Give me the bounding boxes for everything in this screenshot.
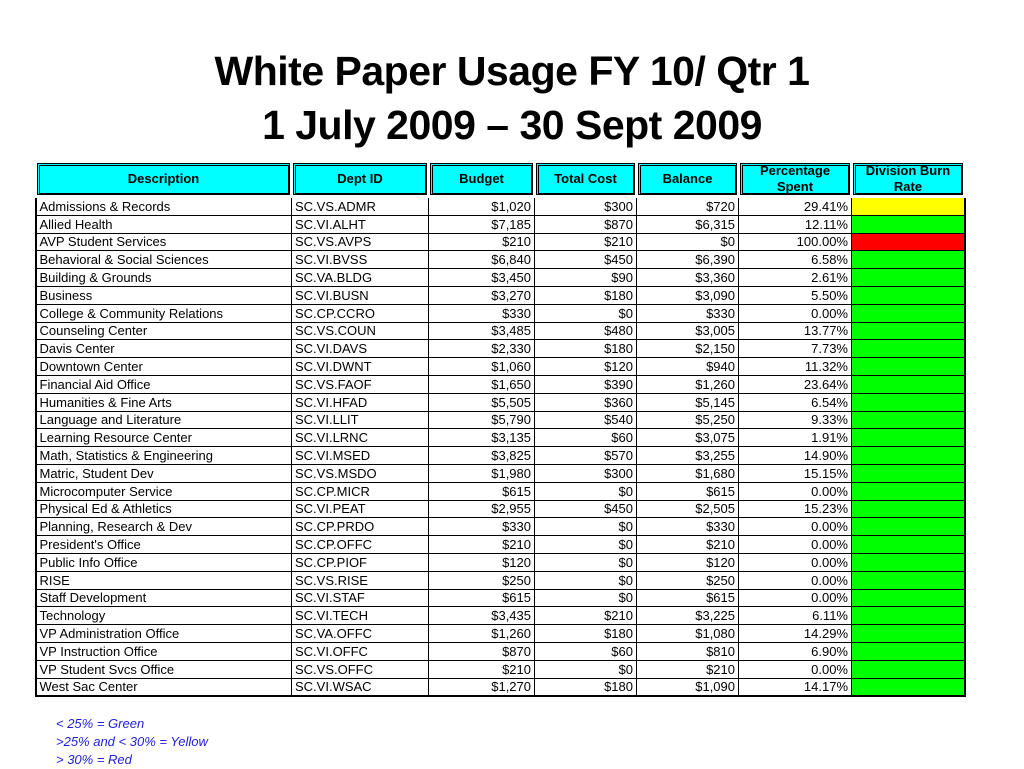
burn-rate-indicator xyxy=(852,554,964,571)
burn-rate-indicator xyxy=(852,305,964,322)
cell-burn-rate xyxy=(852,233,965,251)
cell-balance: $1,090 xyxy=(637,678,739,696)
cell-dept-id: SC.VA.BLDG xyxy=(292,269,429,287)
cell-total-cost: $480 xyxy=(535,322,637,340)
burn-rate-indicator xyxy=(852,518,964,535)
cell-burn-rate xyxy=(852,625,965,643)
cell-percentage-spent: 11.32% xyxy=(739,358,852,376)
cell-budget: $5,790 xyxy=(429,411,535,429)
table-row xyxy=(36,197,965,216)
cell-dept-id: SC.CP.OFFC xyxy=(292,536,429,554)
cell-budget: $210 xyxy=(429,536,535,554)
cell-burn-rate xyxy=(852,429,965,447)
cell-percentage-spent: 14.29% xyxy=(739,625,852,643)
table-row xyxy=(36,358,965,376)
cell-total-cost: $0 xyxy=(535,304,637,322)
cell-budget: $1,260 xyxy=(429,625,535,643)
burn-rate-indicator xyxy=(852,643,964,660)
cell-percentage-spent: 15.23% xyxy=(739,500,852,518)
table-row xyxy=(36,482,965,500)
cell-dept-id: SC.VI.PEAT xyxy=(292,500,429,518)
burn-rate-indicator xyxy=(852,394,964,411)
cell-dept-id: SC.CP.MICR xyxy=(292,482,429,500)
table-row xyxy=(36,571,965,589)
burn-rate-indicator xyxy=(852,590,964,607)
legend-red: > 30% = Red xyxy=(56,752,132,767)
cell-total-cost: $300 xyxy=(535,197,637,216)
cell-total-cost: $390 xyxy=(535,375,637,393)
table-row xyxy=(36,678,965,696)
cell-burn-rate xyxy=(852,215,965,233)
burn-rate-indicator xyxy=(852,269,964,286)
table-row xyxy=(36,340,965,358)
page-title xyxy=(0,44,1024,152)
cell-burn-rate xyxy=(852,607,965,625)
cell-dept-id: SC.VI.TECH xyxy=(292,607,429,625)
title-line-2: 1 July 2009 – 30 Sept 2009 xyxy=(262,102,762,148)
cell-percentage-spent: 23.64% xyxy=(739,375,852,393)
cell-description: Microcomputer Service xyxy=(36,482,292,500)
cell-dept-id: SC.VS.MSDO xyxy=(292,464,429,482)
cell-balance: $5,250 xyxy=(637,411,739,429)
burn-rate-indicator xyxy=(852,679,964,696)
cell-burn-rate xyxy=(852,553,965,571)
cell-balance: $940 xyxy=(637,358,739,376)
cell-description: Counseling Center xyxy=(36,322,292,340)
table-row xyxy=(36,269,965,287)
cell-percentage-spent: 0.00% xyxy=(739,482,852,500)
table-row xyxy=(36,215,965,233)
cell-percentage-spent: 13.77% xyxy=(739,322,852,340)
cell-dept-id: SC.VS.ADMR xyxy=(292,197,429,216)
header-description: Description xyxy=(36,162,292,197)
cell-description: Allied Health xyxy=(36,215,292,233)
burn-rate-indicator xyxy=(852,412,964,429)
cell-budget: $3,435 xyxy=(429,607,535,625)
cell-budget: $250 xyxy=(429,571,535,589)
table-row xyxy=(36,322,965,340)
burn-rate-indicator xyxy=(852,447,964,464)
cell-budget: $3,450 xyxy=(429,269,535,287)
cell-description: Building & Grounds xyxy=(36,269,292,287)
cell-percentage-spent: 2.61% xyxy=(739,269,852,287)
cell-description: Technology xyxy=(36,607,292,625)
cell-description: VP Administration Office xyxy=(36,625,292,643)
cell-burn-rate xyxy=(852,447,965,465)
cell-balance: $210 xyxy=(637,660,739,678)
cell-balance: $1,680 xyxy=(637,464,739,482)
cell-burn-rate xyxy=(852,571,965,589)
cell-budget: $1,020 xyxy=(429,197,535,216)
cell-description: Humanities & Fine Arts xyxy=(36,393,292,411)
cell-burn-rate xyxy=(852,660,965,678)
cell-description: VP Student Svcs Office xyxy=(36,660,292,678)
table-row xyxy=(36,429,965,447)
cell-budget: $330 xyxy=(429,304,535,322)
cell-balance: $3,090 xyxy=(637,286,739,304)
burn-rate-indicator xyxy=(852,198,964,215)
table-row xyxy=(36,304,965,322)
cell-dept-id: SC.VI.MSED xyxy=(292,447,429,465)
cell-burn-rate xyxy=(852,482,965,500)
cell-total-cost: $0 xyxy=(535,553,637,571)
cell-balance: $210 xyxy=(637,536,739,554)
table-row xyxy=(36,553,965,571)
cell-burn-rate xyxy=(852,518,965,536)
cell-dept-id: SC.VI.BUSN xyxy=(292,286,429,304)
cell-total-cost: $60 xyxy=(535,642,637,660)
cell-dept-id: SC.VI.DWNT xyxy=(292,358,429,376)
cell-burn-rate xyxy=(852,322,965,340)
cell-total-cost: $210 xyxy=(535,607,637,625)
cell-total-cost: $540 xyxy=(535,411,637,429)
cell-balance: $3,075 xyxy=(637,429,739,447)
burn-rate-indicator xyxy=(852,358,964,375)
cell-dept-id: SC.VI.BVSS xyxy=(292,251,429,269)
cell-percentage-spent: 6.11% xyxy=(739,607,852,625)
cell-balance: $120 xyxy=(637,553,739,571)
cell-dept-id: SC.CP.CCRO xyxy=(292,304,429,322)
cell-dept-id: SC.CP.PIOF xyxy=(292,553,429,571)
burn-rate-indicator xyxy=(852,625,964,642)
cell-description: AVP Student Services xyxy=(36,233,292,251)
cell-burn-rate xyxy=(852,500,965,518)
cell-description: Matric, Student Dev xyxy=(36,464,292,482)
table-row xyxy=(36,411,965,429)
table-row xyxy=(36,286,965,304)
cell-balance: $250 xyxy=(637,571,739,589)
cell-total-cost: $180 xyxy=(535,286,637,304)
cell-description: Learning Resource Center xyxy=(36,429,292,447)
cell-percentage-spent: 7.73% xyxy=(739,340,852,358)
cell-budget: $615 xyxy=(429,589,535,607)
burn-rate-indicator xyxy=(852,340,964,357)
cell-dept-id: SC.VI.DAVS xyxy=(292,340,429,358)
cell-burn-rate xyxy=(852,340,965,358)
cell-description: Admissions & Records xyxy=(36,197,292,216)
cell-description: RISE xyxy=(36,571,292,589)
cell-balance: $2,150 xyxy=(637,340,739,358)
cell-budget: $3,825 xyxy=(429,447,535,465)
table-row xyxy=(36,464,965,482)
header-percentage-spent: Percentage Spent xyxy=(739,162,852,197)
cell-burn-rate xyxy=(852,589,965,607)
burn-rate-indicator xyxy=(852,323,964,340)
cell-budget: $5,505 xyxy=(429,393,535,411)
cell-description: West Sac Center xyxy=(36,678,292,696)
cell-balance: $330 xyxy=(637,518,739,536)
cell-total-cost: $0 xyxy=(535,660,637,678)
cell-burn-rate xyxy=(852,251,965,269)
cell-budget: $330 xyxy=(429,518,535,536)
cell-balance: $2,505 xyxy=(637,500,739,518)
cell-description: Business xyxy=(36,286,292,304)
cell-burn-rate xyxy=(852,393,965,411)
cell-description: Planning, Research & Dev xyxy=(36,518,292,536)
cell-total-cost: $360 xyxy=(535,393,637,411)
cell-description: Physical Ed & Athletics xyxy=(36,500,292,518)
burn-rate-indicator xyxy=(852,216,964,233)
cell-balance: $3,360 xyxy=(637,269,739,287)
burn-rate-indicator xyxy=(852,536,964,553)
cell-percentage-spent: 0.00% xyxy=(739,589,852,607)
cell-balance: $6,315 xyxy=(637,215,739,233)
cell-description: Davis Center xyxy=(36,340,292,358)
cell-percentage-spent: 14.17% xyxy=(739,678,852,696)
cell-description: Financial Aid Office xyxy=(36,375,292,393)
cell-budget: $870 xyxy=(429,642,535,660)
cell-budget: $615 xyxy=(429,482,535,500)
legend-green: < 25% = Green xyxy=(56,716,145,731)
cell-budget: $120 xyxy=(429,553,535,571)
cell-description: Math, Statistics & Engineering xyxy=(36,447,292,465)
cell-dept-id: SC.VI.LLIT xyxy=(292,411,429,429)
table-row xyxy=(36,642,965,660)
cell-description: Staff Development xyxy=(36,589,292,607)
cell-total-cost: $90 xyxy=(535,269,637,287)
cell-budget: $1,980 xyxy=(429,464,535,482)
cell-total-cost: $870 xyxy=(535,215,637,233)
burn-rate-indicator xyxy=(852,376,964,393)
cell-burn-rate xyxy=(852,464,965,482)
table-row xyxy=(36,660,965,678)
burn-rate-indicator xyxy=(852,483,964,500)
cell-total-cost: $180 xyxy=(535,625,637,643)
cell-budget: $210 xyxy=(429,660,535,678)
cell-balance: $615 xyxy=(637,482,739,500)
cell-percentage-spent: 6.90% xyxy=(739,642,852,660)
cell-total-cost: $0 xyxy=(535,482,637,500)
burn-rate-indicator xyxy=(852,429,964,446)
table-row xyxy=(36,589,965,607)
table-row xyxy=(36,625,965,643)
cell-budget: $1,650 xyxy=(429,375,535,393)
cell-budget: $1,270 xyxy=(429,678,535,696)
cell-dept-id: SC.VI.LRNC xyxy=(292,429,429,447)
cell-dept-id: SC.VI.ALHT xyxy=(292,215,429,233)
title-line-1: White Paper Usage FY 10/ Qtr 1 xyxy=(214,48,810,94)
table-row xyxy=(36,536,965,554)
header-balance: Balance xyxy=(637,162,739,197)
cell-percentage-spent: 15.15% xyxy=(739,464,852,482)
cell-total-cost: $0 xyxy=(535,589,637,607)
cell-dept-id: SC.VS.RISE xyxy=(292,571,429,589)
table-body xyxy=(36,197,965,697)
cell-description: Behavioral & Social Sciences xyxy=(36,251,292,269)
burn-rate-indicator xyxy=(852,607,964,624)
cell-total-cost: $180 xyxy=(535,678,637,696)
paper-usage-table xyxy=(34,160,966,697)
burn-rate-indicator xyxy=(852,572,964,589)
cell-description: College & Community Relations xyxy=(36,304,292,322)
cell-budget: $6,840 xyxy=(429,251,535,269)
cell-burn-rate xyxy=(852,375,965,393)
cell-percentage-spent: 5.50% xyxy=(739,286,852,304)
cell-burn-rate xyxy=(852,269,965,287)
cell-percentage-spent: 9.33% xyxy=(739,411,852,429)
table-row xyxy=(36,233,965,251)
cell-percentage-spent: 29.41% xyxy=(739,197,852,216)
cell-percentage-spent: 0.00% xyxy=(739,553,852,571)
cell-total-cost: $570 xyxy=(535,447,637,465)
cell-balance: $615 xyxy=(637,589,739,607)
table-row xyxy=(36,500,965,518)
color-legend xyxy=(56,715,208,769)
cell-total-cost: $450 xyxy=(535,500,637,518)
header-dept-id: Dept ID xyxy=(292,162,429,197)
header-budget: Budget xyxy=(429,162,535,197)
table-row xyxy=(36,607,965,625)
header-total-cost: Total Cost xyxy=(535,162,637,197)
cell-balance: $3,255 xyxy=(637,447,739,465)
cell-percentage-spent: 12.11% xyxy=(739,215,852,233)
cell-burn-rate xyxy=(852,304,965,322)
cell-dept-id: SC.VS.COUN xyxy=(292,322,429,340)
cell-total-cost: $120 xyxy=(535,358,637,376)
cell-budget: $2,955 xyxy=(429,500,535,518)
burn-rate-indicator xyxy=(852,287,964,304)
cell-dept-id: SC.VI.WSAC xyxy=(292,678,429,696)
cell-burn-rate xyxy=(852,358,965,376)
cell-total-cost: $60 xyxy=(535,429,637,447)
cell-balance: $810 xyxy=(637,642,739,660)
burn-rate-indicator xyxy=(852,234,964,251)
cell-total-cost: $300 xyxy=(535,464,637,482)
cell-burn-rate xyxy=(852,197,965,216)
cell-percentage-spent: 0.00% xyxy=(739,518,852,536)
cell-percentage-spent: 0.00% xyxy=(739,304,852,322)
table-row xyxy=(36,518,965,536)
cell-percentage-spent: 1.91% xyxy=(739,429,852,447)
cell-balance: $3,005 xyxy=(637,322,739,340)
cell-percentage-spent: 14.90% xyxy=(739,447,852,465)
cell-dept-id: SC.VS.OFFC xyxy=(292,660,429,678)
paper-usage-table-container xyxy=(34,160,965,697)
cell-budget: $210 xyxy=(429,233,535,251)
burn-rate-indicator xyxy=(852,661,964,678)
cell-budget: $1,060 xyxy=(429,358,535,376)
cell-budget: $7,185 xyxy=(429,215,535,233)
cell-budget: $3,270 xyxy=(429,286,535,304)
cell-dept-id: SC.VS.AVPS xyxy=(292,233,429,251)
cell-total-cost: $0 xyxy=(535,536,637,554)
cell-balance: $3,225 xyxy=(637,607,739,625)
cell-total-cost: $210 xyxy=(535,233,637,251)
cell-percentage-spent: 6.54% xyxy=(739,393,852,411)
cell-description: VP Instruction Office xyxy=(36,642,292,660)
burn-rate-indicator xyxy=(852,465,964,482)
cell-total-cost: $0 xyxy=(535,518,637,536)
table-row xyxy=(36,447,965,465)
cell-budget: $3,485 xyxy=(429,322,535,340)
cell-balance: $0 xyxy=(637,233,739,251)
cell-percentage-spent: 6.58% xyxy=(739,251,852,269)
cell-total-cost: $180 xyxy=(535,340,637,358)
header-division-burn-rate: Division Burn Rate xyxy=(852,162,965,197)
cell-balance: $1,260 xyxy=(637,375,739,393)
burn-rate-indicator xyxy=(852,501,964,518)
cell-balance: $6,390 xyxy=(637,251,739,269)
cell-burn-rate xyxy=(852,678,965,696)
table-row xyxy=(36,251,965,269)
cell-description: Downtown Center xyxy=(36,358,292,376)
cell-balance: $1,080 xyxy=(637,625,739,643)
burn-rate-indicator xyxy=(852,251,964,268)
table-row xyxy=(36,393,965,411)
cell-percentage-spent: 0.00% xyxy=(739,660,852,678)
cell-description: Public Info Office xyxy=(36,553,292,571)
cell-burn-rate xyxy=(852,286,965,304)
cell-percentage-spent: 0.00% xyxy=(739,536,852,554)
cell-total-cost: $0 xyxy=(535,571,637,589)
legend-yellow: >25% and < 30% = Yellow xyxy=(56,734,208,749)
cell-description: Language and Literature xyxy=(36,411,292,429)
cell-budget: $2,330 xyxy=(429,340,535,358)
cell-balance: $330 xyxy=(637,304,739,322)
cell-percentage-spent: 0.00% xyxy=(739,571,852,589)
cell-dept-id: SC.VI.STAF xyxy=(292,589,429,607)
cell-dept-id: SC.VS.FAOF xyxy=(292,375,429,393)
cell-dept-id: SC.VA.OFFC xyxy=(292,625,429,643)
cell-balance: $720 xyxy=(637,197,739,216)
cell-budget: $3,135 xyxy=(429,429,535,447)
cell-burn-rate xyxy=(852,536,965,554)
cell-burn-rate xyxy=(852,411,965,429)
table-header-row xyxy=(36,162,965,197)
cell-dept-id: SC.VI.OFFC xyxy=(292,642,429,660)
cell-percentage-spent: 100.00% xyxy=(739,233,852,251)
cell-balance: $5,145 xyxy=(637,393,739,411)
cell-dept-id: SC.CP.PRDO xyxy=(292,518,429,536)
cell-burn-rate xyxy=(852,642,965,660)
cell-description: President's Office xyxy=(36,536,292,554)
cell-total-cost: $450 xyxy=(535,251,637,269)
cell-dept-id: SC.VI.HFAD xyxy=(292,393,429,411)
table-row xyxy=(36,375,965,393)
